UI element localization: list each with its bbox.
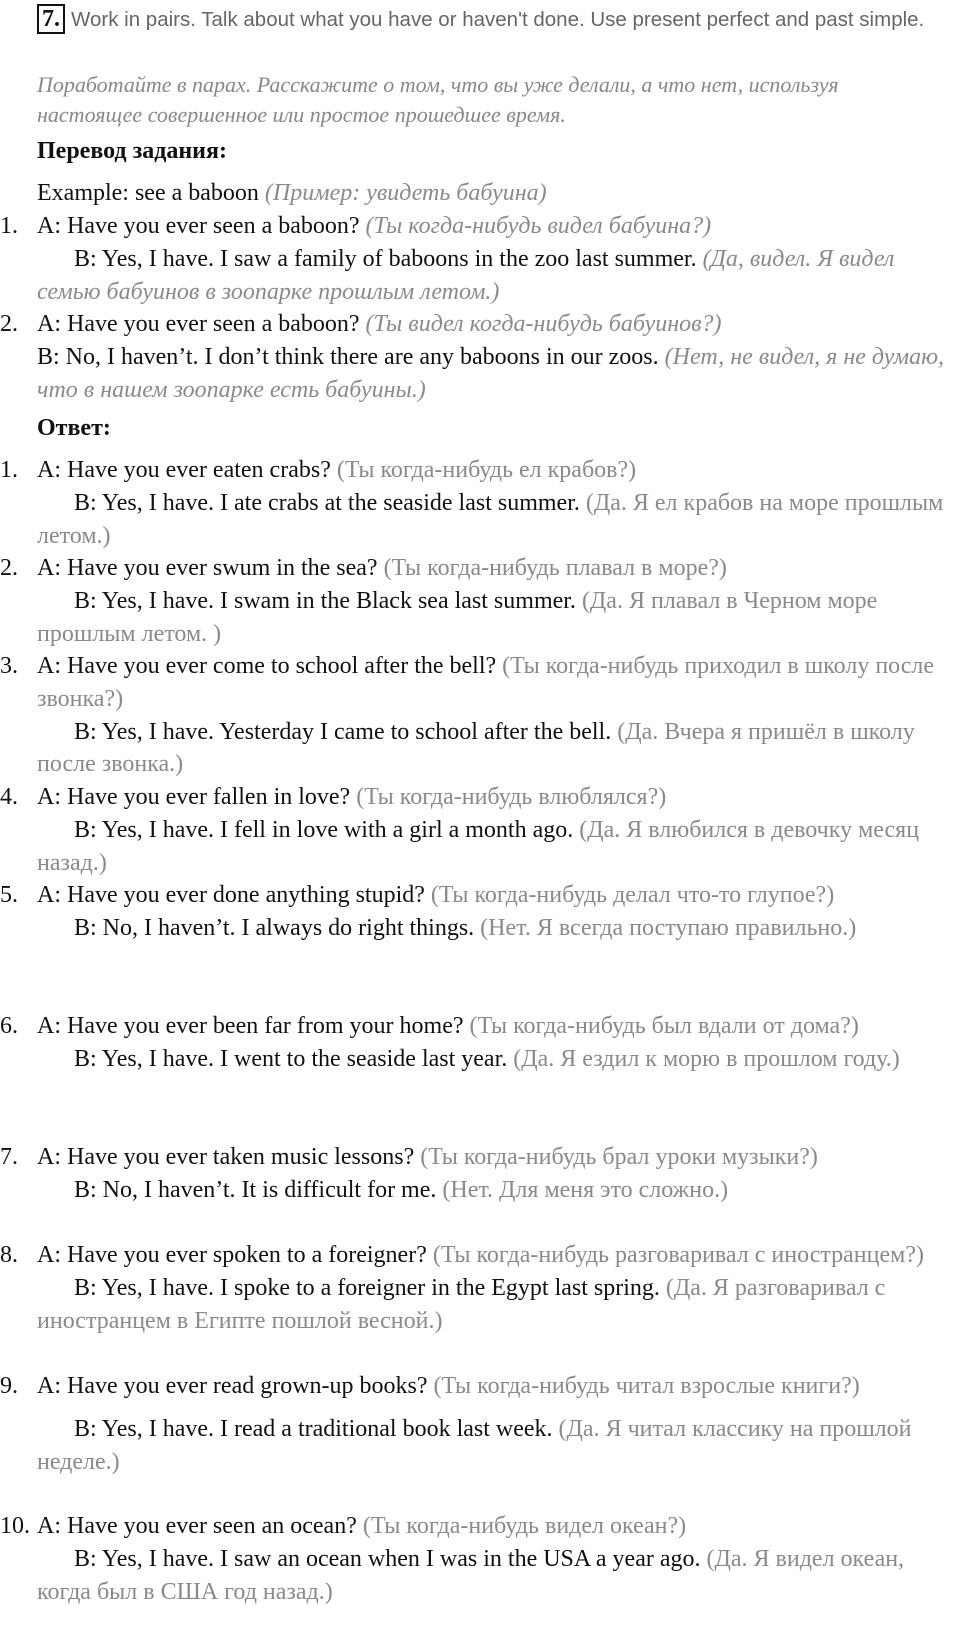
task-instruction-en [37,4,942,35]
answer-item [0,1370,958,1478]
example-en: Example: see a baboon [37,180,259,206]
question-ru: (Ты когда-нибудь был вдали от дома?) [469,1013,859,1039]
question-ru: (Ты когда-нибудь влюблялся?) [356,784,667,810]
answer-item [0,454,958,552]
question-en: A: Have you ever swum in the sea? [37,555,378,581]
question-en: A: Have you ever come to school after the bell? [37,653,497,679]
answer-ru: (Да. Я ездил к морю в прошлом году.) [513,1045,900,1072]
item-number: 2. [0,311,18,337]
answer-ru: (Да. Я влюбился в девочку месяц назад.) [37,816,920,876]
item-number: 7. [0,1144,18,1170]
item-number: 1. [0,457,18,483]
question-ru: (Ты когда-нибудь брал уроки музыки?) [420,1144,818,1170]
answer-item [0,1141,958,1207]
task-instruction-ru: Поработайте в парах. Расскажите о том, что вы уже делали, а что нет, используя настоящее совершенное или простое прошедшее время. [37,72,839,127]
answer-en: B: Yes, I have. I fell in love with a girl a month ago. [74,816,574,843]
item-number: 1. [0,213,18,239]
answer-en: B: Yes, I have. I spoke to a foreigner in the Egypt last spring. [74,1274,660,1301]
item-number: 3. [0,653,18,679]
answer-item [0,650,958,781]
question-ru: (Ты когда-нибудь разговаривал с иностранцем?) [432,1242,924,1268]
translation-item [0,308,958,406]
answer-en: B: Yes, I have. I swam in the Black sea last summer. [74,587,576,614]
answer-en: B: Yes, I have. I went to the seaside last year. [74,1045,508,1072]
answer-en: B: No, I haven’t. I always do right things. [74,914,475,941]
answer-item [0,781,958,879]
question-ru: (Ты когда-нибудь видел океан?) [362,1513,687,1539]
question-en: A: Have you ever eaten crabs? [37,457,331,483]
question-ru: (Ты когда-нибудь читал взрослые книги?) [433,1373,860,1399]
item-number: 5. [0,882,18,908]
translation-example [0,177,958,210]
answer-ru: (Нет. Для меня это сложно.) [442,1176,729,1203]
answer-ru: (Да. Я читал классику на прошлой неделе.) [37,1415,912,1475]
answer-ru: (Нет. Я всегда поступаю правильно.) [480,914,857,941]
answer-en: B: No, I haven’t. I don’t think there are any baboons in our zoos. [37,343,659,370]
answer-ru: (Да. Я разговаривал с иностранцем в Египте пошлой весной.) [37,1274,886,1334]
answer-item [0,1239,958,1337]
answer-ru: (Да. Я ел крабов на море прошлым летом.) [37,489,944,549]
answer-en: B: Yes, I have. I read a traditional book last week. [74,1415,553,1442]
question-en: A: Have you ever seen a baboon? [37,213,360,239]
question-ru: (Ты видел когда-нибудь бабуинов?) [365,311,722,337]
item-number: 10. [0,1513,30,1539]
question-ru: (Ты когда-нибудь видел бабуина?) [365,213,712,239]
answer-en: B: Yes, I have. I saw an ocean when I was in the USA a year ago. [74,1545,701,1572]
answer-ru: (Да. Вчера я пришёл в школу после звонка.) [37,718,915,778]
question-en: A: Have you ever seen a baboon? [37,311,360,337]
item-number: 4. [0,784,18,810]
question-ru: (Ты когда-нибудь приходил в школу после звонка?) [37,653,935,712]
answer-en: B: Yes, I have. I saw a family of baboons in the zoo last summer. [74,245,697,272]
task-number-box: 7. [37,4,65,34]
translation-heading: Перевод задания: [37,138,227,164]
item-number: 8. [0,1242,18,1268]
question-ru: (Ты когда-нибудь делал что-то глупое?) [430,882,835,908]
answer-item [0,1510,958,1608]
answer-heading: Ответ: [37,415,111,441]
question-ru: (Ты когда-нибудь ел крабов?) [336,457,637,483]
task-instruction-en-text: Work in pairs. Talk about what you have or haven't done. Use present perfect and past simple. [71,8,925,31]
item-number: 6. [0,1013,18,1039]
example-ru: (Пример: увидеть бабуина) [264,180,547,206]
translation-item [0,210,958,308]
question-en: A: Have you ever read grown-up books? [37,1373,428,1399]
question-ru: (Ты когда-нибудь плавал в море?) [383,555,727,581]
question-en: A: Have you ever spoken to a foreigner? [37,1242,427,1268]
answer-item [0,1010,958,1076]
question-en: A: Have you ever done anything stupid? [37,882,425,908]
answer-ru: (Да. Я плавал в Черном море прошлым летом. ) [37,587,878,647]
question-en: A: Have you ever seen an ocean? [37,1513,357,1539]
answer-en: B: Yes, I have. Yesterday I came to school after the bell. [74,718,612,745]
item-number: 9. [0,1373,18,1399]
answer-en: B: Yes, I have. I ate crabs at the seaside last summer. [74,489,580,516]
item-number: 2. [0,555,18,581]
question-en: A: Have you ever been far from your home? [37,1013,464,1039]
answer-ru: (Да. Я видел океан, когда был в США год назад.) [37,1545,905,1605]
answer-item [0,879,958,945]
answer-item [0,552,958,650]
answer-ru: (Да, видел. Я видел семью бабуинов в зоопарке прошлым летом.) [37,245,895,305]
answer-ru: (Нет, не видел, я не думаю, что в нашем зоопарке есть бабуины.) [37,343,945,403]
answer-en: B: No, I haven’t. It is difficult for me. [74,1176,437,1203]
question-en: A: Have you ever taken music lessons? [37,1144,415,1170]
question-en: A: Have you ever fallen in love? [37,784,351,810]
